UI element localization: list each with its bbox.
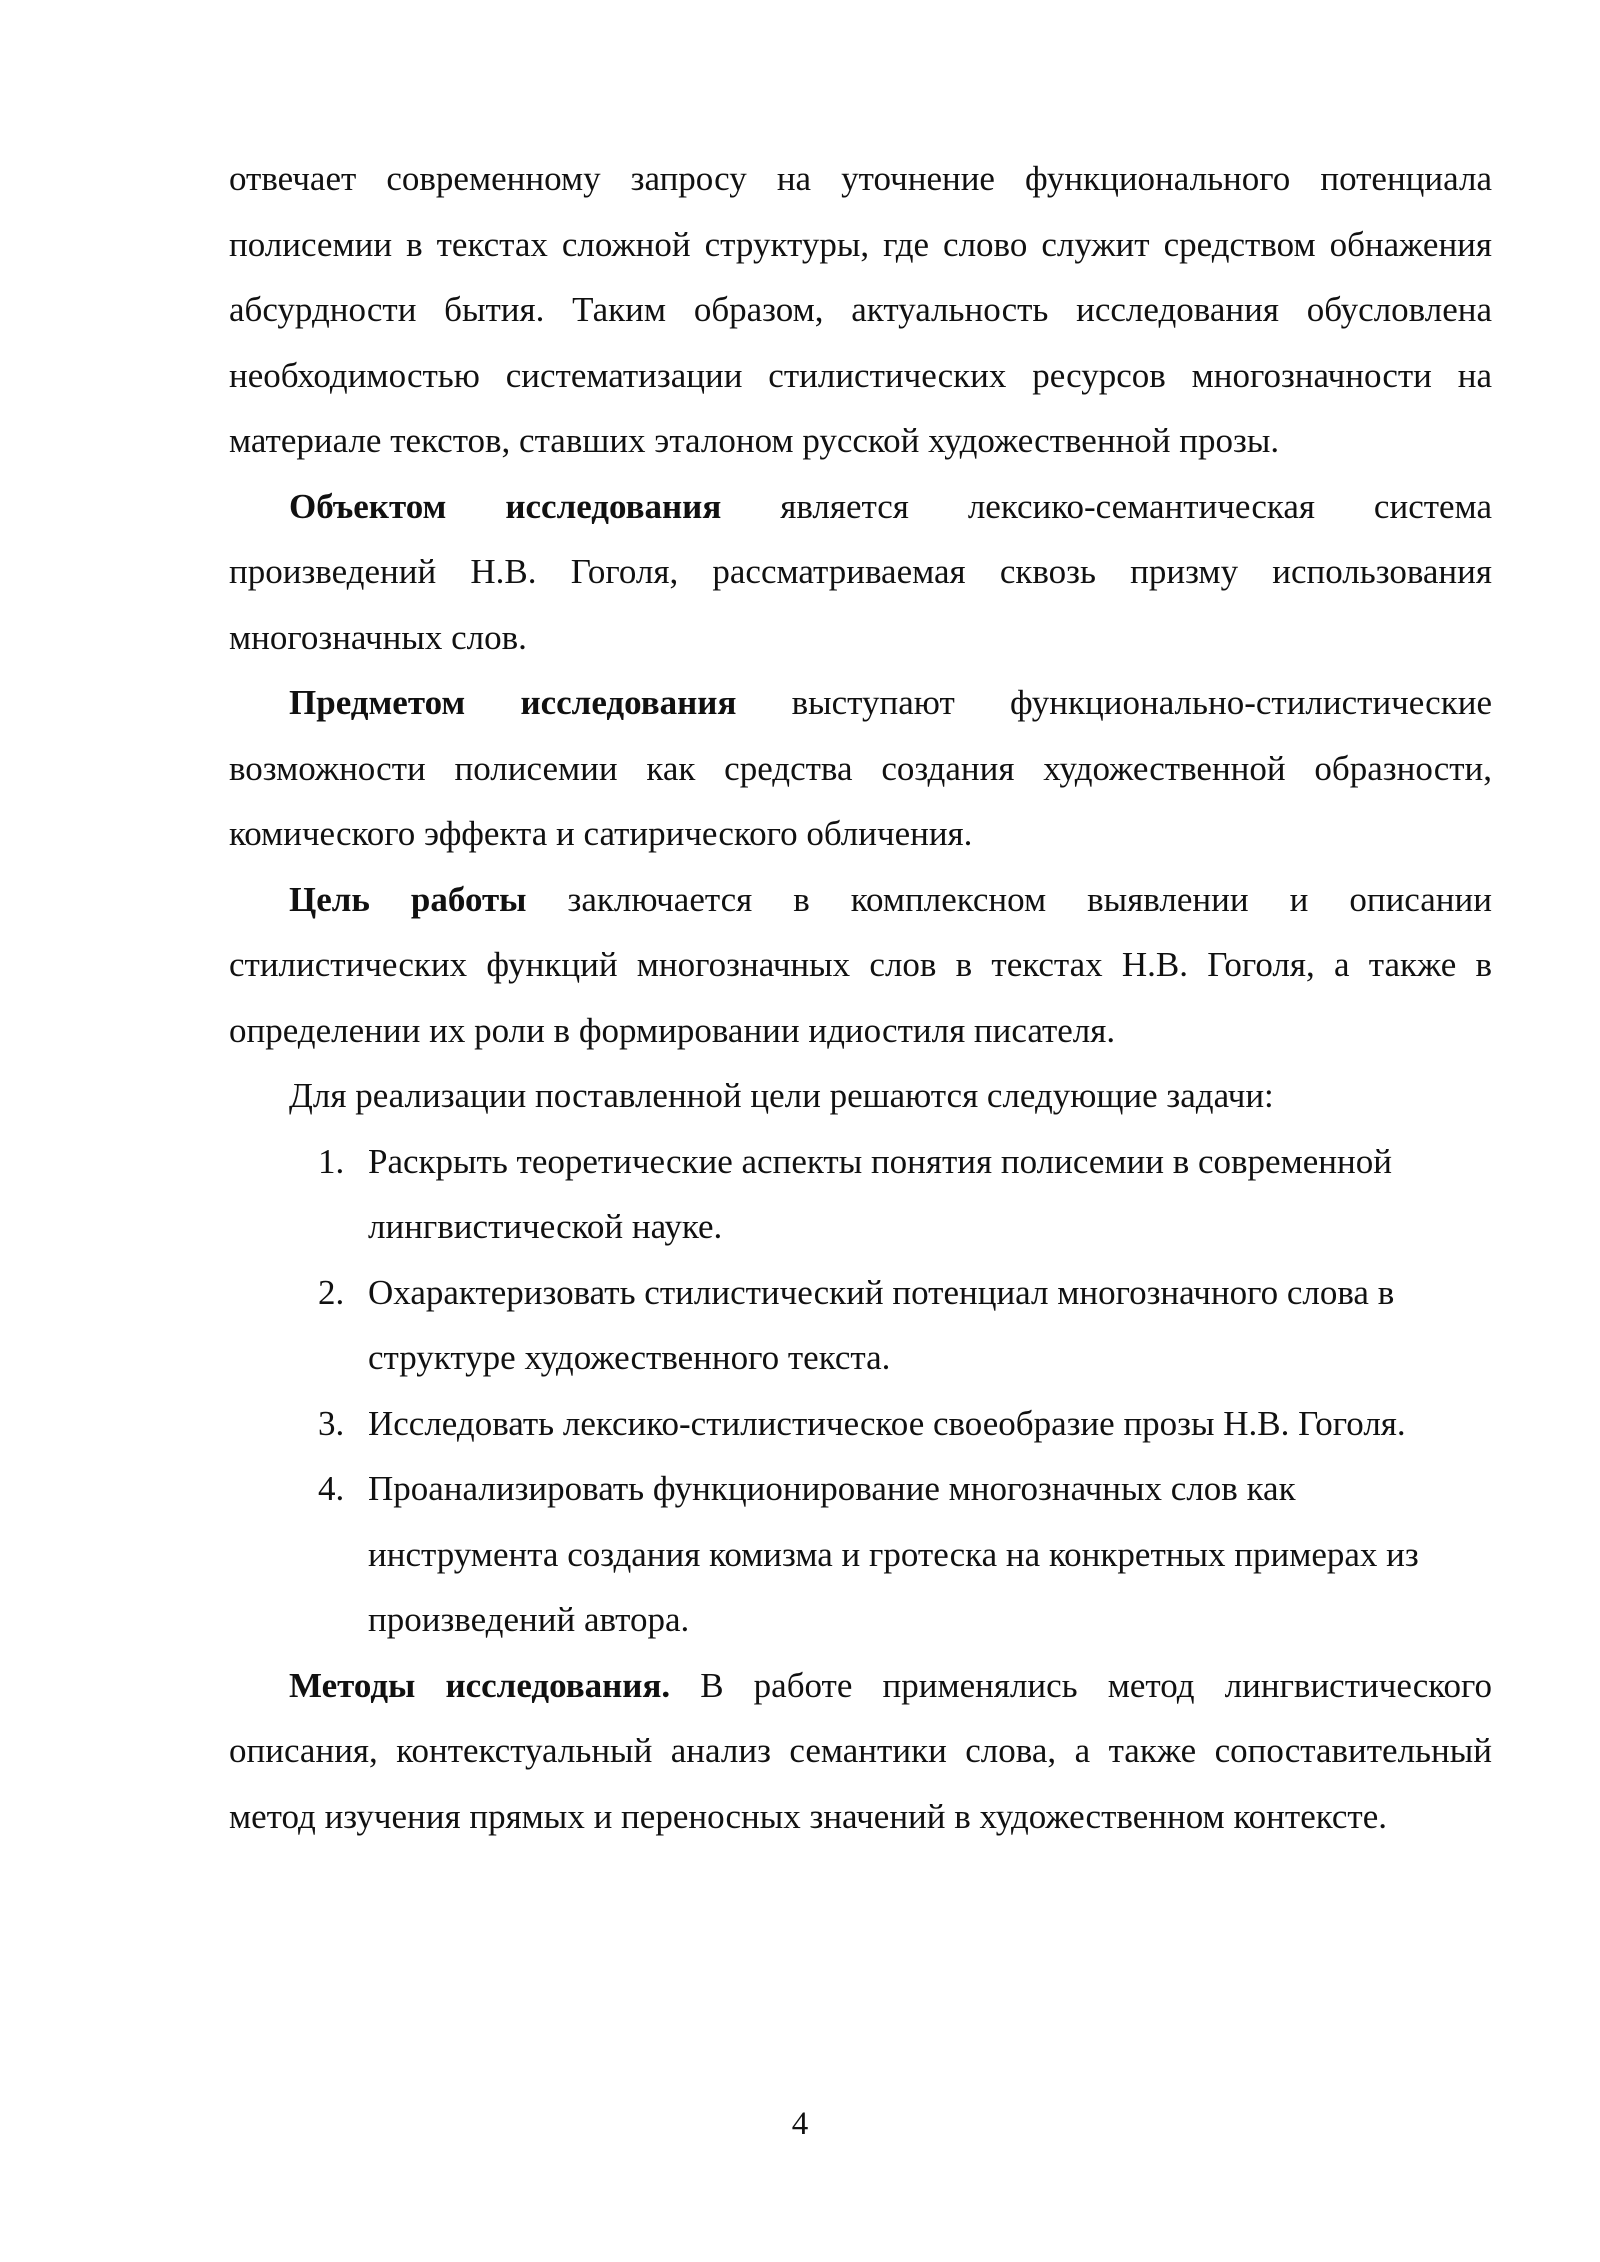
methods-paragraph (229, 1653, 1492, 1850)
page-number: 4 (791, 2106, 809, 2142)
list-item-text: Раскрыть теоретические аспекты понятия полисемии в современной лингвистической науке. (368, 1141, 1392, 1246)
methods-text: В работе применялись метод лингвистического описания, контекстуальный анализ семантики слова, а также сопоставительный метод изучения прямых и переносных значений в художественном контексте. (229, 1665, 1492, 1836)
goal-label: Цель работы (289, 879, 527, 919)
methods-label: Методы исследования. (289, 1665, 671, 1705)
list-item-number: 2. (318, 1272, 345, 1312)
intro-paragraph: отвечает современному запросу на уточнение функционального потенциала полисемии в текстах сложной структуры, где слово служит средством обнажения абсурдности бытия. Таким образом, актуальность исследования обусловлена необходимостью систематизации стилистических ресурсов многозначности на материале текстов, ставших эталоном русской художественной прозы. (229, 159, 1492, 460)
list-item-number: 4. (318, 1469, 345, 1508)
goal-paragraph (229, 867, 1492, 1064)
list-item-text: Охарактеризовать стилистический потенциал многозначного слова в структуре художественного текста. (368, 1272, 1395, 1377)
object-paragraph (229, 474, 1492, 671)
subject-paragraph (229, 670, 1492, 867)
list-item (229, 1260, 1492, 1391)
tasks-intro: Для реализации поставленной цели решаются следующие задачи: (289, 1076, 1274, 1115)
tasks-list (229, 1129, 1492, 1653)
goal-text: заключается в комплексном выявлении и описании стилистических функций многозначных слов в текстах Н.В. Гоголя, а также в определении их роли в формировании идиостиля писателя. (229, 879, 1492, 1050)
list-item-text: Проанализировать функционирование многозначных слов как инструмента создания комизма и гротеска на конкретных примерах из произведений автора. (368, 1469, 1419, 1639)
list-item (229, 1456, 1492, 1653)
list-item-number: 1. (318, 1141, 345, 1181)
document-page (229, 146, 1492, 1849)
list-item (229, 1129, 1492, 1260)
object-label: Объектом исследования (289, 486, 722, 526)
subject-text: выступают функционально-стилистические возможности полисемии как средства создания художественной образности, комического эффекта и сатирического обличения. (229, 683, 1492, 853)
list-item-number: 3. (318, 1403, 345, 1443)
list-item-text: Исследовать лексико-стилистическое своеобразие прозы Н.В. Гоголя. (368, 1403, 1406, 1443)
subject-label: Предметом исследования (289, 683, 737, 722)
list-item (229, 1391, 1492, 1457)
object-text: является лексико-семантическая система произведений Н.В. Гоголя, рассматриваемая сквозь призму использования многозначных слов. (229, 486, 1492, 657)
